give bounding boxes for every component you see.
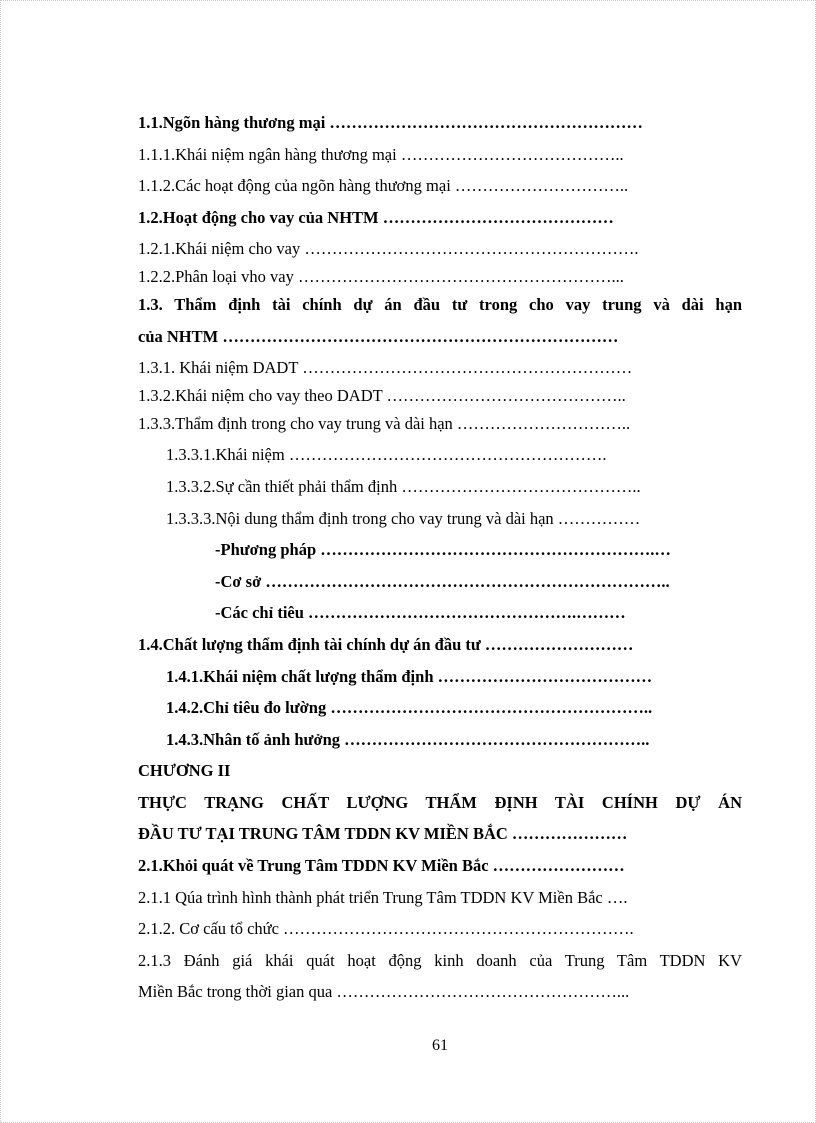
- toc-line: 1.3.3.2.Sự cần thiết phải thẩm định ……………………………………..: [166, 476, 641, 496]
- toc-line: 1.1.Ngõn hàng thương mại …………………………………………………: [138, 113, 643, 132]
- toc-line: 2.1.3 Đánh giá khái quát hoạt động kinh doanh của Trung Tâm TDDN KV: [138, 950, 742, 970]
- toc-line: 2.1.Khỏi quát về Trung Tâm TDDN KV Miền Bắc ……………………: [138, 856, 625, 876]
- page-number: 61: [432, 1037, 448, 1054]
- toc-line: -Các chỉ tiêu ………………………………………….………: [215, 603, 626, 623]
- toc-line: 1.1.2.Các hoạt động của ngõn hàng thương mại …………………………..: [138, 176, 629, 196]
- toc-line: Miền Bắc trong thời gian qua ……………………………………………...: [138, 982, 630, 1002]
- toc-line: 1.2.1.Khái niệm cho vay …………………………………………………….: [138, 239, 639, 259]
- toc-line: 1.3.3.3.Nội dung thẩm định trong cho vay trung và dài hạn ……………: [166, 508, 641, 528]
- table-of-contents: [138, 107, 742, 1008]
- toc-line-chapter-heading: CHƯƠNG II: [138, 761, 231, 781]
- toc-line: 1.3.3.Thẩm định trong cho vay trung và dài hạn …………………………..: [138, 413, 631, 433]
- toc-line: 1.2.Hoạt động cho vay của NHTM ……………………………………: [138, 207, 614, 227]
- toc-line: 1.1.1.Khái niệm ngân hàng thương mại …………………………………..: [138, 144, 624, 164]
- toc-line: 1.3.2.Khái niệm cho vay theo DADT ……………………………………..: [138, 385, 626, 405]
- toc-line: 1.2.2.Phân loại vho vay …………………………………………………...: [138, 266, 624, 286]
- toc-line: 1.3.1. Khái niệm DADT ……………………………………………………: [138, 358, 633, 378]
- toc-line: của NHTM ………………………………………………………………: [138, 326, 619, 346]
- toc-line: -Phương pháp …………………………………………………….…: [215, 540, 671, 560]
- toc-line: 1.4.3.Nhân tố ảnh hưởng ………………………………………………..: [166, 729, 650, 749]
- toc-line: 2.1.1 Qúa trình hình thành phát triển Trung Tâm TDDN KV Miền Bắc ….: [138, 887, 628, 907]
- toc-line-chapter-heading: ĐẦU TƯ TẠI TRUNG TÂM TDDN KV MIỀN BẮC …………………: [138, 824, 628, 844]
- toc-line: -Cơ sở ………………………………………………………………..: [215, 571, 670, 591]
- toc-line: 1.4.2.Chỉ tiêu đo lường …………………………………………………..: [166, 698, 653, 718]
- toc-line: 1.3. Thẩm định tài chính dự án đầu tư trong cho vay trung và dài hạn: [138, 294, 742, 314]
- toc-line-chapter-heading: THỰC TRẠNG CHẤT LƯỢNG THẨM ĐỊNH TÀI CHÍNH DỰ ÁN: [138, 792, 742, 812]
- toc-line: 2.1.2. Cơ cấu tổ chức ……………………………………………………….: [138, 919, 634, 939]
- toc-line: 1.4.1.Khái niệm chất lượng thẩm định …………………………………: [166, 666, 653, 686]
- toc-line: 1.4.Chất lượng thẩm định tài chính dự án đầu tư ………………………: [138, 634, 634, 654]
- toc-line: 1.3.3.1.Khái niệm ………………………………………………….: [166, 445, 607, 465]
